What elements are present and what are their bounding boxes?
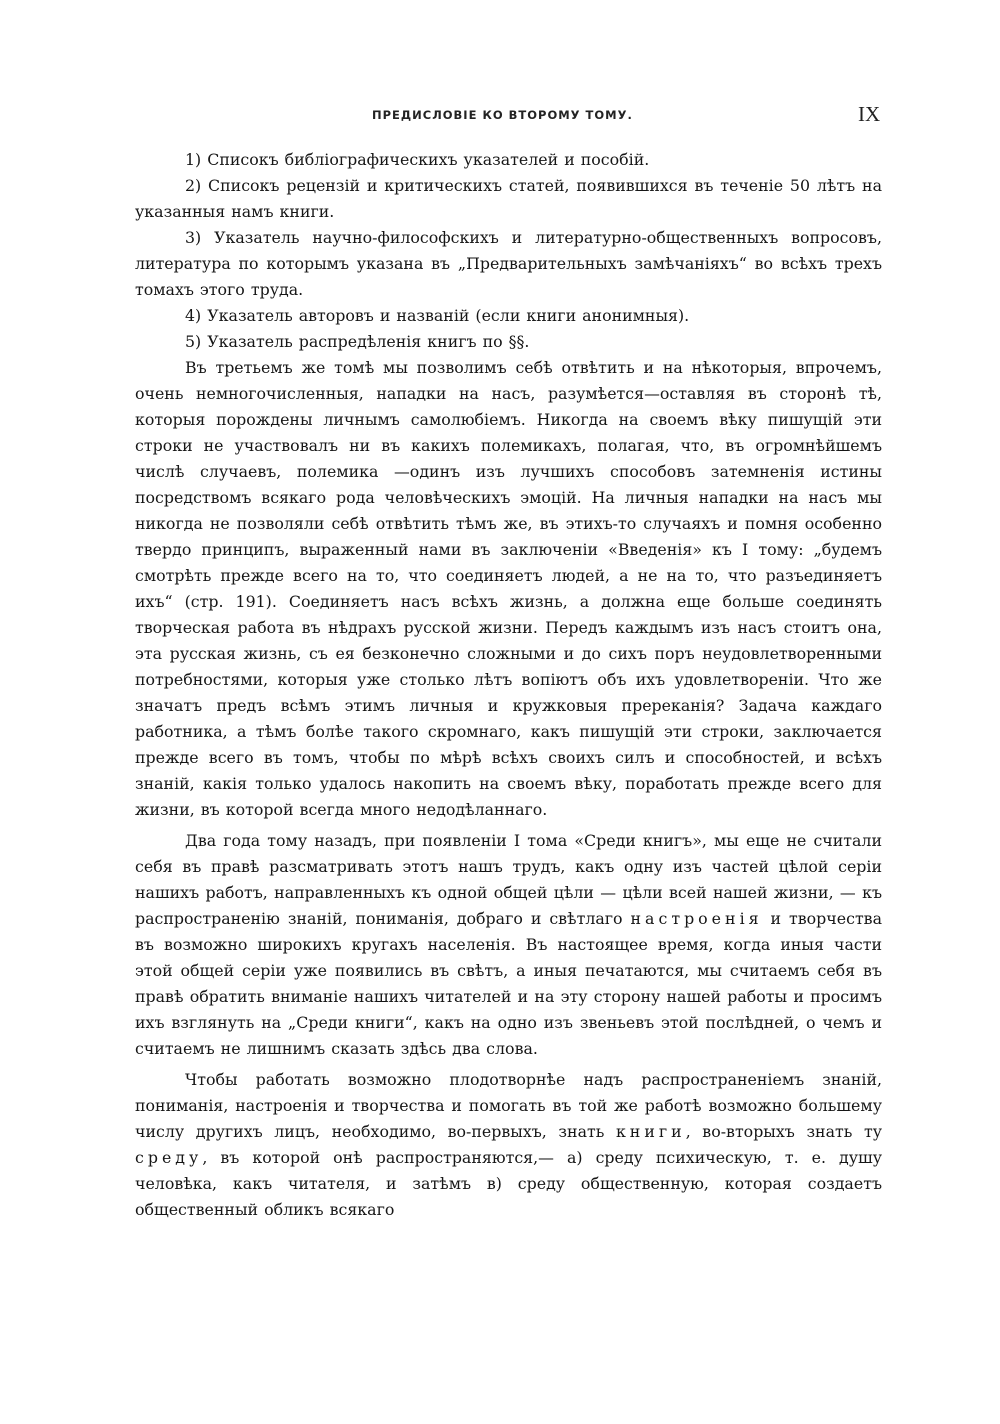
- list-item-2: 2) Списокъ рецензій и критическихъ статей, появившихся въ теченіе 50 лѣтъ на указанныя намъ книги.: [135, 176, 882, 221]
- running-head: [0, 104, 1000, 128]
- paragraph-work-part-3: , въ которой онѣ распространяются,— а) среду психическую, т. е. душу человѣка, какъ читателя, и затѣмъ в) среду общественную, которая создаетъ общественный обликъ всякаго: [135, 1148, 882, 1219]
- list-item-3: 3) Указатель научно-философскихъ и литературно-общественныхъ вопросовъ, литература по которымъ указана въ „Предварительныхъ замѣчаніяхъ“ во всѣхъ трехъ томахъ этого труда.: [135, 228, 882, 299]
- paragraph-work-part-1: Чтобы работать возможно плодотворнѣе надъ распространеніемъ знаній, пониманія, настроенія и творчества и помогать въ той же работѣ возможно большему числу другихъ лицъ, необходимо, во-первыхъ, знать: [135, 1070, 882, 1141]
- spaced-word-nastroenie: настроенія: [630, 909, 763, 928]
- paragraph-series-part-2: и творчества въ возможно широкихъ кругахъ населенія. Въ настоящее время, когда иныя части этой общей серіи уже появились въ свѣтъ, а иныя печатаются, мы считаемъ себя въ правѣ обратить вниманіе нашихъ читателей и на эту сторону нашей работы и просимъ ихъ взглянуть на „Среди книги“, какъ на одно изъ звеньевъ этой послѣдней, о чемъ и считаемъ не лишнимъ сказать здѣсь два слова.: [135, 909, 882, 1058]
- paragraph-work-part-2: , во-вторыхъ знать ту: [685, 1122, 882, 1141]
- spaced-word-knigi: книги: [615, 1122, 686, 1141]
- paragraph-work: [135, 1067, 882, 1223]
- running-title: ПРЕДИСЛОВІЕ КО ВТОРОМУ ТОМУ.: [372, 108, 633, 122]
- body-text: [135, 147, 882, 1223]
- paragraph-polemics: Въ третьемъ же томѣ мы позволимъ себѣ отвѣтить и на нѣкоторыя, впрочемъ, очень немногочисленныя, нападки на насъ, разумѣется—оставляя въ сторонѣ тѣ, которыя порождены личнымъ самолюбіемъ. Никогда на своемъ вѣку пишущій эти строки не участвовалъ ни въ какихъ полемикахъ, полагая, что, въ огромнѣйшемъ числѣ случаевъ, полемика —одинъ изъ лучшихъ способовъ затемненія истины посредствомъ всякаго рода человѣческихъ эмоцій. На личныя нападки на насъ мы никогда не позволяли себѣ отвѣтить тѣмъ же, въ этихъ-то случаяхъ и помня особенно твердо принципъ, выраженный нами въ заключеніи «Введенія» къ I тому: „будемъ смотрѣть прежде всего на то, что соединяетъ людей, а не на то, что разъединяетъ ихъ“ (стр. 191). Соединяетъ насъ всѣхъ жизнь, а должна еще больше соединять творческая работа въ нѣдрахъ русской жизни. Передъ каждымъ изъ насъ стоитъ она, эта русская жизнь, съ ея безконечно сложными и до сихъ поръ неудовлетворенными потребностями, которыя уже столько лѣтъ вопіютъ объ ихъ удовлетвореніи. Что же значатъ предъ всѣмъ этимъ личныя и кружковыя пререканія? Задача каждаго работника, а тѣмъ болѣе такого скромнаго, какъ пишущій эти строки, заключается прежде всего въ томъ, чтобы по мѣрѣ всѣхъ своихъ силъ и способностей, и всѣхъ знаній, какія только удалось накопить на своемъ вѣку, поработать прежде всего для жизни, въ которой всегда много недодѣланнаго.: [135, 358, 882, 819]
- list-item-1: 1) Списокъ библіографическихъ указателей и пособій.: [185, 150, 650, 169]
- paragraph-series-part-1: Два года тому назадъ, при появленіи I тома «Среди книгъ», мы еще не считали себя въ правѣ разсматривать этотъ нашъ трудъ, какъ одну изъ частей цѣлой серіи нашихъ работъ, направленныхъ къ одной общей цѣли — цѣли всей нашей жизни, — къ распространенію знаній, пониманія, добраго и свѣтлаго: [135, 831, 882, 928]
- list-item-5: 5) Указатель распредѣленія книгъ по §§.: [185, 332, 530, 351]
- paragraph-series: [135, 828, 882, 1062]
- page-number: IX: [858, 102, 881, 126]
- spaced-word-sredu: среду: [135, 1148, 203, 1167]
- list-item-4: 4) Указатель авторовъ и названій (если книги анонимныя).: [185, 306, 690, 325]
